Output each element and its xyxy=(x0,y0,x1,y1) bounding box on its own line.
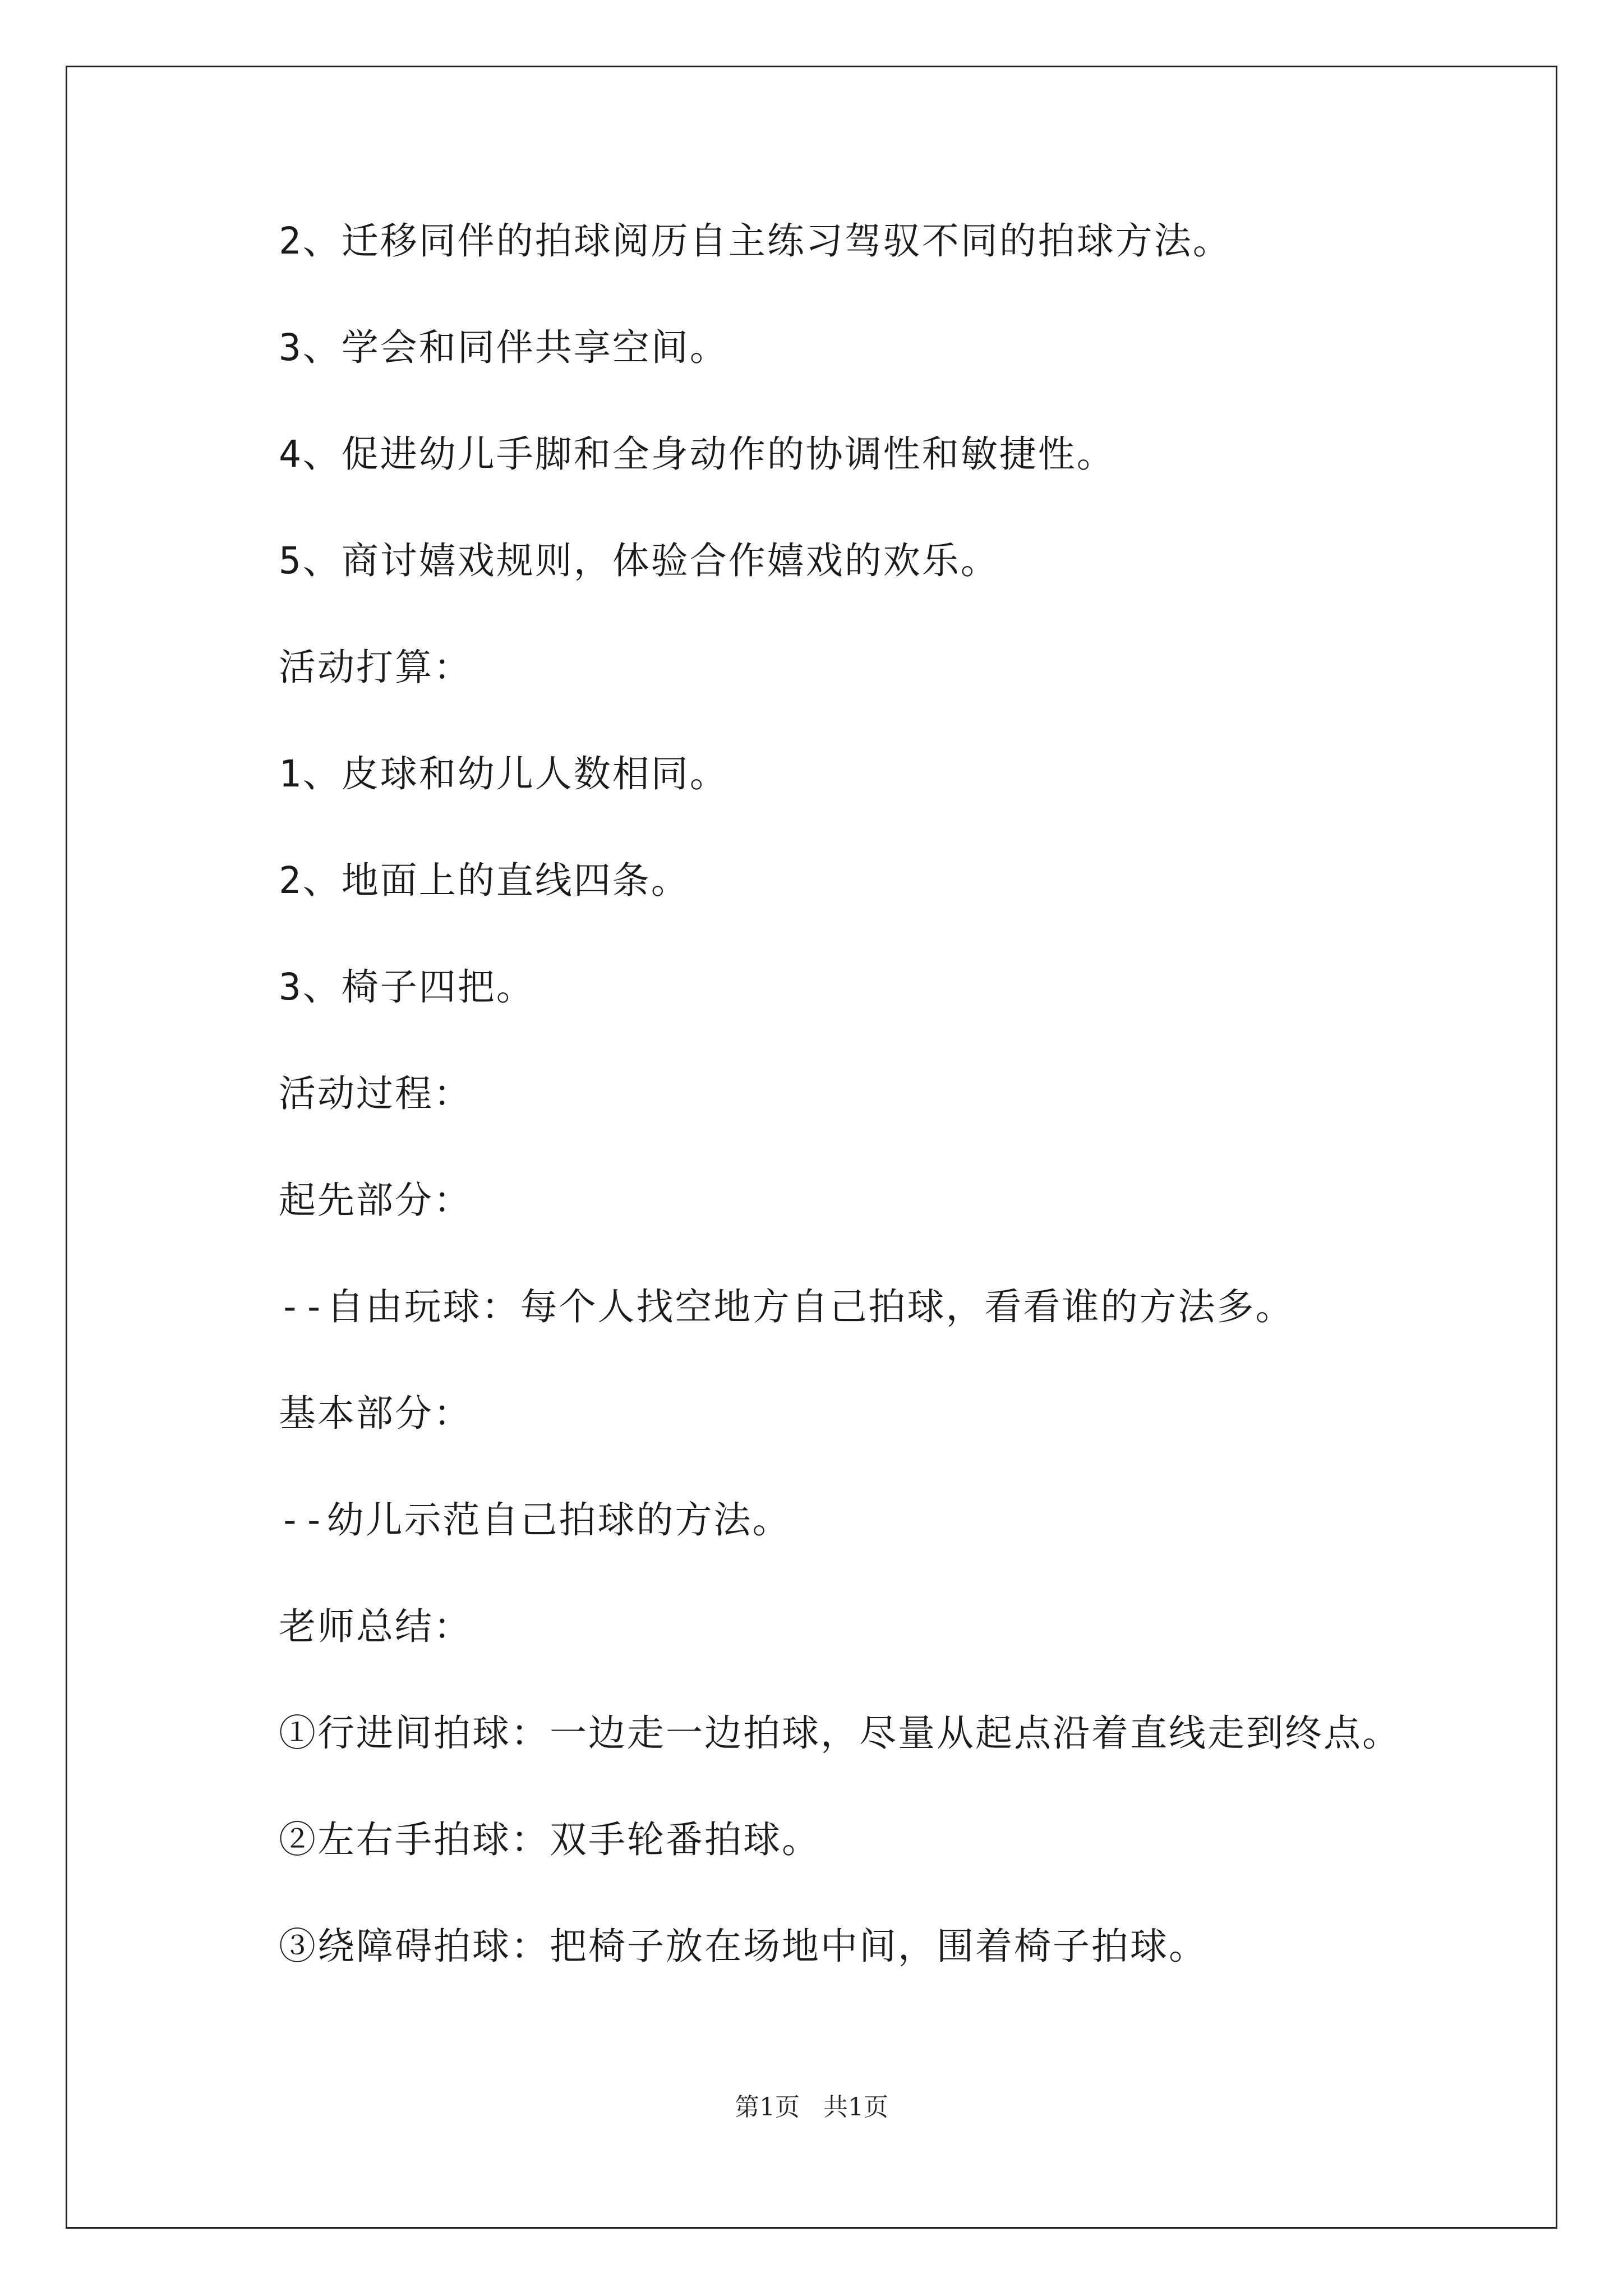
page-number-footer: 第1页 共1页 xyxy=(735,2093,888,2122)
section-heading: 活动过程： xyxy=(279,1072,472,1115)
text-line: 4、促进幼儿手脚和全身动作的协调性和敏捷性。 xyxy=(279,432,1115,476)
text-line: 2、迁移同伴的拍球阅历自主练习驾驭不同的拍球方法。 xyxy=(279,219,1232,263)
text-line: 2、地面上的直线四条。 xyxy=(279,859,690,902)
text-line: --自由玩球：每个人找空地方自己拍球，看看谁的方法多。 xyxy=(279,1285,1294,1328)
document-body xyxy=(279,219,1513,2031)
text-line: ③绕障碍拍球：把椅子放在场地中间，围着椅子拍球。 xyxy=(279,1925,1207,1968)
text-line: 3、学会和同伴共享空间。 xyxy=(279,326,728,369)
section-heading: 起先部分： xyxy=(279,1179,472,1222)
section-heading: 活动打算： xyxy=(279,646,472,689)
text-line: ①行进间拍球：一边走一边拍球，尽量从起点沿着直线走到终点。 xyxy=(279,1711,1401,1755)
text-line: 1、皮球和幼儿人数相同。 xyxy=(279,752,728,795)
text-line: ②左右手拍球：双手轮番拍球。 xyxy=(279,1818,820,1861)
text-line: 3、椅子四把。 xyxy=(279,965,535,1009)
section-heading: 老师总结： xyxy=(279,1605,472,1648)
section-heading: 基本部分： xyxy=(279,1392,472,1435)
text-line: 5、商讨嬉戏规则，体验合作嬉戏的欢乐。 xyxy=(279,539,999,582)
text-line: --幼儿示范自己拍球的方法。 xyxy=(279,1498,791,1542)
